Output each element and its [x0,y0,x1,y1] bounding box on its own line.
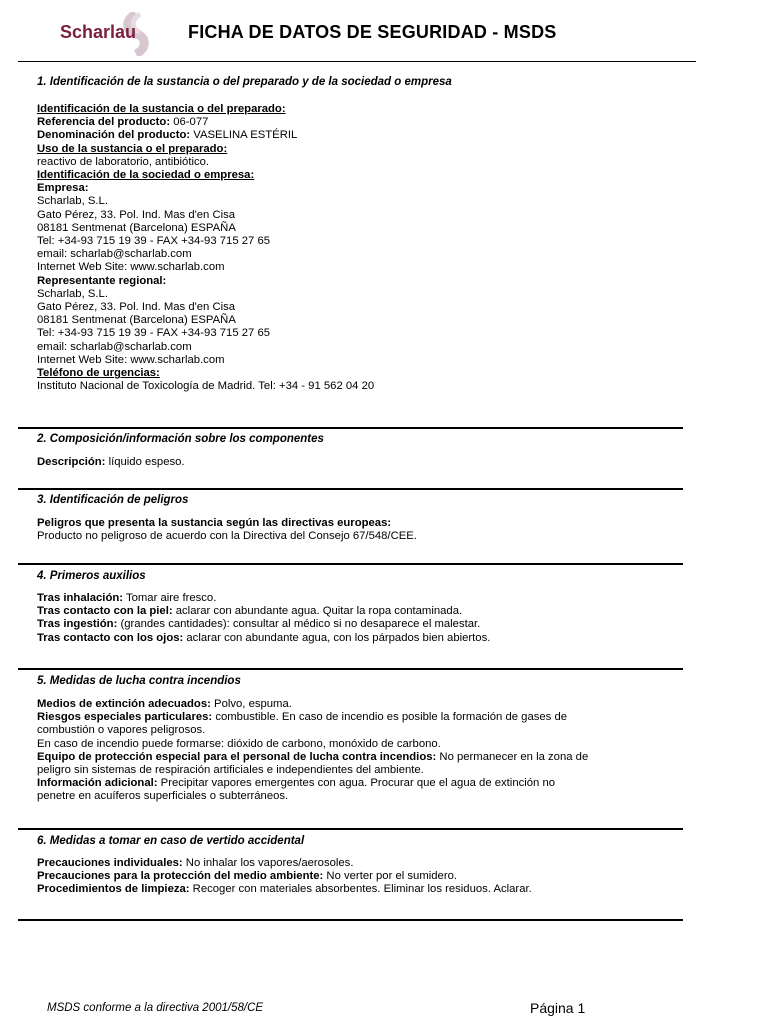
product-name-label: Denominación del producto: [37,129,191,142]
logo-text: Scharlau [60,22,137,42]
description-label: Descripción: [37,456,106,468]
description-value: líquido espeso. [105,456,185,468]
section-5-title: 5. Medidas de lucha contra incendios [37,675,241,687]
empresa-line: Tel: +34-93 715 19 39 - FAX +34-93 715 27 65 [37,235,271,248]
first-aid-value: aclarar con abundante agua. Quitar la ropa contaminada. [172,605,463,618]
representative-line: Tel: +34-93 715 19 39 - FAX +34-93 715 27 65 [37,327,271,340]
representative-website: Internet Web Site: www.scharlab.com [37,353,225,366]
emergency-phone-heading: Teléfono de urgencias: [37,367,160,380]
section-4-title: 4. Primeros auxilios [37,570,146,582]
empresa-line: Gato Pérez, 33. Pol. Ind. Mas d'en Cisa [37,208,236,221]
extinguishing-media-label: Medios de extinción adecuados: [37,698,211,710]
section-divider [18,563,683,565]
spill-item [37,883,532,896]
representative-line: Scharlab, S.L. [37,287,108,300]
product-name-value: VASELINA ESTÉRIL [190,129,298,142]
additional-info-cont: penetre en acuíferos superficiales o subterráneos. [37,790,289,803]
use-heading: Uso de la sustancia o el preparado: [37,142,228,155]
spill-value: No verter por el sumidero. [323,870,458,883]
spill-label: Precauciones individuales: [37,857,183,869]
product-ref-label: Referencia del producto: [37,116,171,129]
empresa-label: Empresa: [37,182,89,195]
empresa-line: Scharlab, S.L. [37,195,108,208]
first-aid-item [37,618,490,631]
section-2-title: 2. Composición/información sobre los componentes [37,433,324,445]
protective-equipment-value: No permanecer en la zona de [436,750,589,763]
section-5-body [37,698,588,804]
spill-value: Recoger con materiales absorbentes. Eliminar los residuos. Aclarar. [189,883,532,896]
first-aid-item [37,605,490,618]
first-aid-label: Tras inhalación: [37,592,124,604]
section-divider [18,488,683,490]
section-1-title: 1. Identificación de la sustancia o del preparado y de la sociedad o empresa [37,76,452,88]
spill-label: Precauciones para la protección del medio ambiente: [37,870,324,883]
spill-item [37,857,532,870]
special-risks-cont: combustión o vapores peligrosos. [37,724,206,737]
representative-line: 08181 Sentmenat (Barcelona) ESPAÑA [37,314,236,327]
section-divider [18,919,683,921]
empresa-email: email: scharlab@scharlab.com [37,248,192,261]
emergency-phone-value: Instituto Nacional de Toxicología de Madrid. Tel: +34 - 91 562 04 20 [37,380,375,393]
hazards-label: Peligros que presenta la sustancia según las directivas europeas: [37,517,392,529]
first-aid-value: Tomar aire fresco. [123,592,217,604]
scharlau-logo [58,18,168,54]
empresa-website: Internet Web Site: www.scharlab.com [37,261,225,274]
document-header [0,0,768,62]
representative-line: Gato Pérez, 33. Pol. Ind. Mas d'en Cisa [37,301,236,314]
hazards-value: Producto no peligroso de acuerdo con la Directiva del Consejo 67/548/CEE. [37,530,417,543]
page-title: FICHA DE DATOS DE SEGURIDAD - MSDS [188,22,557,42]
section-divider [18,427,683,429]
section-1-body [37,103,374,393]
first-aid-item [37,592,490,605]
extinguishing-media-value: Polvo, espuma. [210,698,292,710]
representative-label: Representante regional: [37,274,167,287]
footer-directive: MSDS conforme a la directiva 2001/58/CE [47,1002,264,1014]
spill-value: No inhalar los vapores/aerosoles. [182,857,354,869]
section-6-body [37,857,532,897]
protective-equipment-label: Equipo de protección especial para el personal de lucha contra incendios: [37,750,437,763]
section-3-body [37,517,417,543]
company-id-heading: Identificación de la sociedad o empresa: [37,169,255,182]
use-value: reactivo de laboratorio, antibiótico. [37,155,210,168]
first-aid-label: Tras contacto con la piel: [37,605,173,618]
section-divider [18,668,683,670]
special-risks-label: Riesgos especiales particulares: [37,711,213,724]
additional-info-label: Información adicional: [37,777,158,790]
additional-info-value: Precipitar vapores emergentes con agua. Procurar que el agua de extinción no [157,777,556,790]
section-3-title: 3. Identificación de peligros [37,494,189,506]
first-aid-item [37,632,490,645]
representative-email: email: scharlab@scharlab.com [37,340,192,353]
product-ref-value: 06-077 [170,116,209,129]
section-6-title: 6. Medidas a tomar en caso de vertido accidental [37,835,305,847]
header-divider [18,61,696,62]
first-aid-value: aclarar con abundante agua, con los párpados bien abiertos. [183,631,491,644]
section-4-body [37,592,490,645]
page-number: Página 1 [530,1000,586,1016]
section-2-body [37,456,185,469]
first-aid-label: Tras ingestión: [37,618,118,631]
spill-item [37,870,532,883]
first-aid-value: (grandes cantidades): consultar al médico si no desaparece el malestar. [117,618,481,631]
first-aid-label: Tras contacto con los ojos: [37,631,184,644]
spill-label: Procedimientos de limpieza: [37,883,190,896]
substance-id-heading: Identificación de la sustancia o del preparado: [37,103,286,115]
empresa-line: 08181 Sentmenat (Barcelona) ESPAÑA [37,221,236,234]
section-divider [18,828,683,830]
special-risks-value: combustible. En caso de incendio es posible la formación de gases de [212,711,568,724]
fire-products-text: En caso de incendio puede formarse: dióxido de carbono, monóxido de carbono. [37,737,441,750]
protective-equipment-cont: peligro sin sistemas de respiración artificiales e independientes del ambiente. [37,764,424,777]
